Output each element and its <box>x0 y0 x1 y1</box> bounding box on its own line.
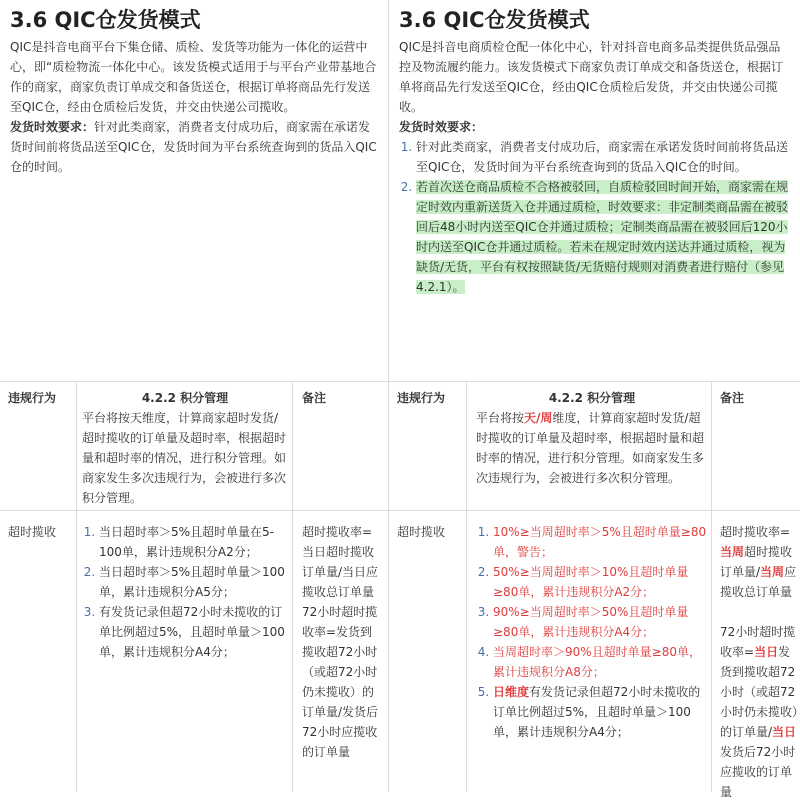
list-item: 1. 针对此类商家，消费者支付成功后，商家需在承诺发货时间前将货品送至QIC仓，发货时间为平台系统查询到的货品入QIC仓的时间。 <box>416 137 790 177</box>
list-item: 1. 当日超时率＞5%且超时单量在5-100单，累计违规积分A2分； <box>99 522 288 562</box>
left-requirement-text: 针对此类商家，消费者支付成功后，商家需在承诺发货时间前将货品送至QIC仓，发货时间为平台系统查询到的货品入QIC仓的时间。 <box>10 120 377 174</box>
list-item: 4. 当周超时率＞90%且超时单量≥80单，累计违规积分A8分； <box>493 642 708 682</box>
right-points-title: 4.2.2 积分管理 <box>548 391 636 405</box>
left-table-col-divider-1 <box>76 381 77 792</box>
left-section-requirement <box>10 117 378 177</box>
list-item <box>416 177 790 297</box>
right-section-title: 3.6 QIC仓发货模式 <box>399 8 590 32</box>
list-item: 3. 90%≥当周超时率＞50%且超时单量≥80单，累计违规积分A4分； <box>493 602 708 642</box>
right-table-col-divider-1 <box>466 381 467 792</box>
left-table-rules <box>82 522 288 662</box>
right-requirement-label: 发货时效要求： <box>399 120 484 134</box>
note-paragraph: 72小时超时揽收率=当日发货到揽收超72小时（或超72小时仍未揽收）的订单量/当日发货后72小时应揽收的订单量 <box>720 625 799 799</box>
left-rules-list <box>82 522 288 662</box>
left-section-title: 3.6 QIC仓发货模式 <box>10 8 201 32</box>
right-section-intro: QIC是抖音电商质检仓配一体化中心，针对抖音电商多品类提供货品强品控及物流履约能力。该发货模式下商家负责订单成交和备货送仓，根据订单将商品先行发送至QIC仓，经由QIC仓质检后发货，并交由快递公司揽收。 <box>399 40 784 114</box>
left-points-title: 4.2.2 积分管理 <box>141 391 229 405</box>
left-table-col-divider-2 <box>292 381 293 792</box>
list-item: 2. 50%≥当周超时率＞10%且超时单量≥80单，累计违规积分A2分； <box>493 562 708 602</box>
left-points-desc: 平台将按天维度，计算商家超时发货/超时揽收的订单量及超时率，根据超时量和超时率的情况，进行积分管理。如商家发生多次违规行为，会被进行多次积分管理。 <box>82 411 287 505</box>
right-table-row-label: 超时揽收 <box>397 525 446 539</box>
right-points-desc: 平台将按天/周维度，计算商家超时发货/超时揽收的订单量及超时率，根据超时量和超时率的情况，进行积分管理。如商家发生多次违规行为，会被进行多次积分管理。 <box>476 411 705 485</box>
right-table-rules <box>476 522 708 742</box>
left-section <box>0 0 388 177</box>
right-table-note <box>720 522 798 802</box>
right-requirement-list <box>399 137 790 297</box>
table-header-divider <box>0 510 800 511</box>
left-table-header-violation: 违规行为 <box>8 391 57 405</box>
right-table-header-points <box>476 388 708 488</box>
left-table-header-points <box>82 388 288 508</box>
left-table-row-label: 超时揽收 <box>8 525 57 539</box>
right-table-header-violation: 违规行为 <box>397 391 446 405</box>
left-requirement-label: 发货时效要求： <box>10 120 95 134</box>
red-highlight: 天/周 <box>524 411 553 425</box>
list-item: 3. 有发货记录但超72小时未揽收的订单比例超过5%，且超时单量＞100单，累计违规积分A4分； <box>99 602 288 662</box>
right-table-col-divider-2 <box>711 381 712 792</box>
left-section-intro: QIC是抖音电商平台下集仓储、质检、发货等功能为一体化的运营中心，即“质检物流一体化中心。该发货模式适用于与平台产业带基地合作的商家，商家负责订单成交和备货送仓，根据订单将商品先行发送至QIC仓，经由仓质检后发货，并交由快递公司揽收。 <box>10 40 377 114</box>
right-section <box>389 0 800 297</box>
note-paragraph: 超时揽收率=当周超时揽收订单量/当周应揽收总订单量 <box>720 525 797 599</box>
left-table-header-note: 备注 <box>302 391 327 405</box>
section-divider <box>0 381 800 382</box>
right-rules-list <box>476 522 708 742</box>
list-item: 2. 当日超时率＞5%且超时单量＞100单，累计违规积分A5分； <box>99 562 288 602</box>
left-table-note: 超时揽收率=当日超时揽收订单量/当日应揽收总订单量 72小时超时揽收率=发货到揽收超72小时（或超72小时仍未揽收）的订单量/发货后72小时应揽收的订单量 <box>302 525 379 759</box>
list-item: 1. 10%≥当周超时率＞5%且超时单量≥80单，警告； <box>493 522 708 562</box>
highlighted-text: 若首次送仓商品质检不合格被驳回，自质检驳回时间开始，商家需在规定时效内重新送货入仓并通过质检，时效要求：非定制类商品需在被驳回后48小时内送至QIC仓并通过质检；定制类商品需在被驳回后120小时内送至QIC仓并通过质检。若未在规定时效内送达并通过质检，视为缺货/无货，平台有权按照缺货/无货赔付规则对消费者进行赔付（参见4.2.1）。 <box>416 180 789 294</box>
list-item: 5. 日维度有发货记录但超72小时未揽收的订单比例超过5%，且超时单量＞100单，累计违规积分A4分； <box>493 682 708 742</box>
right-table-header-note: 备注 <box>720 391 745 405</box>
